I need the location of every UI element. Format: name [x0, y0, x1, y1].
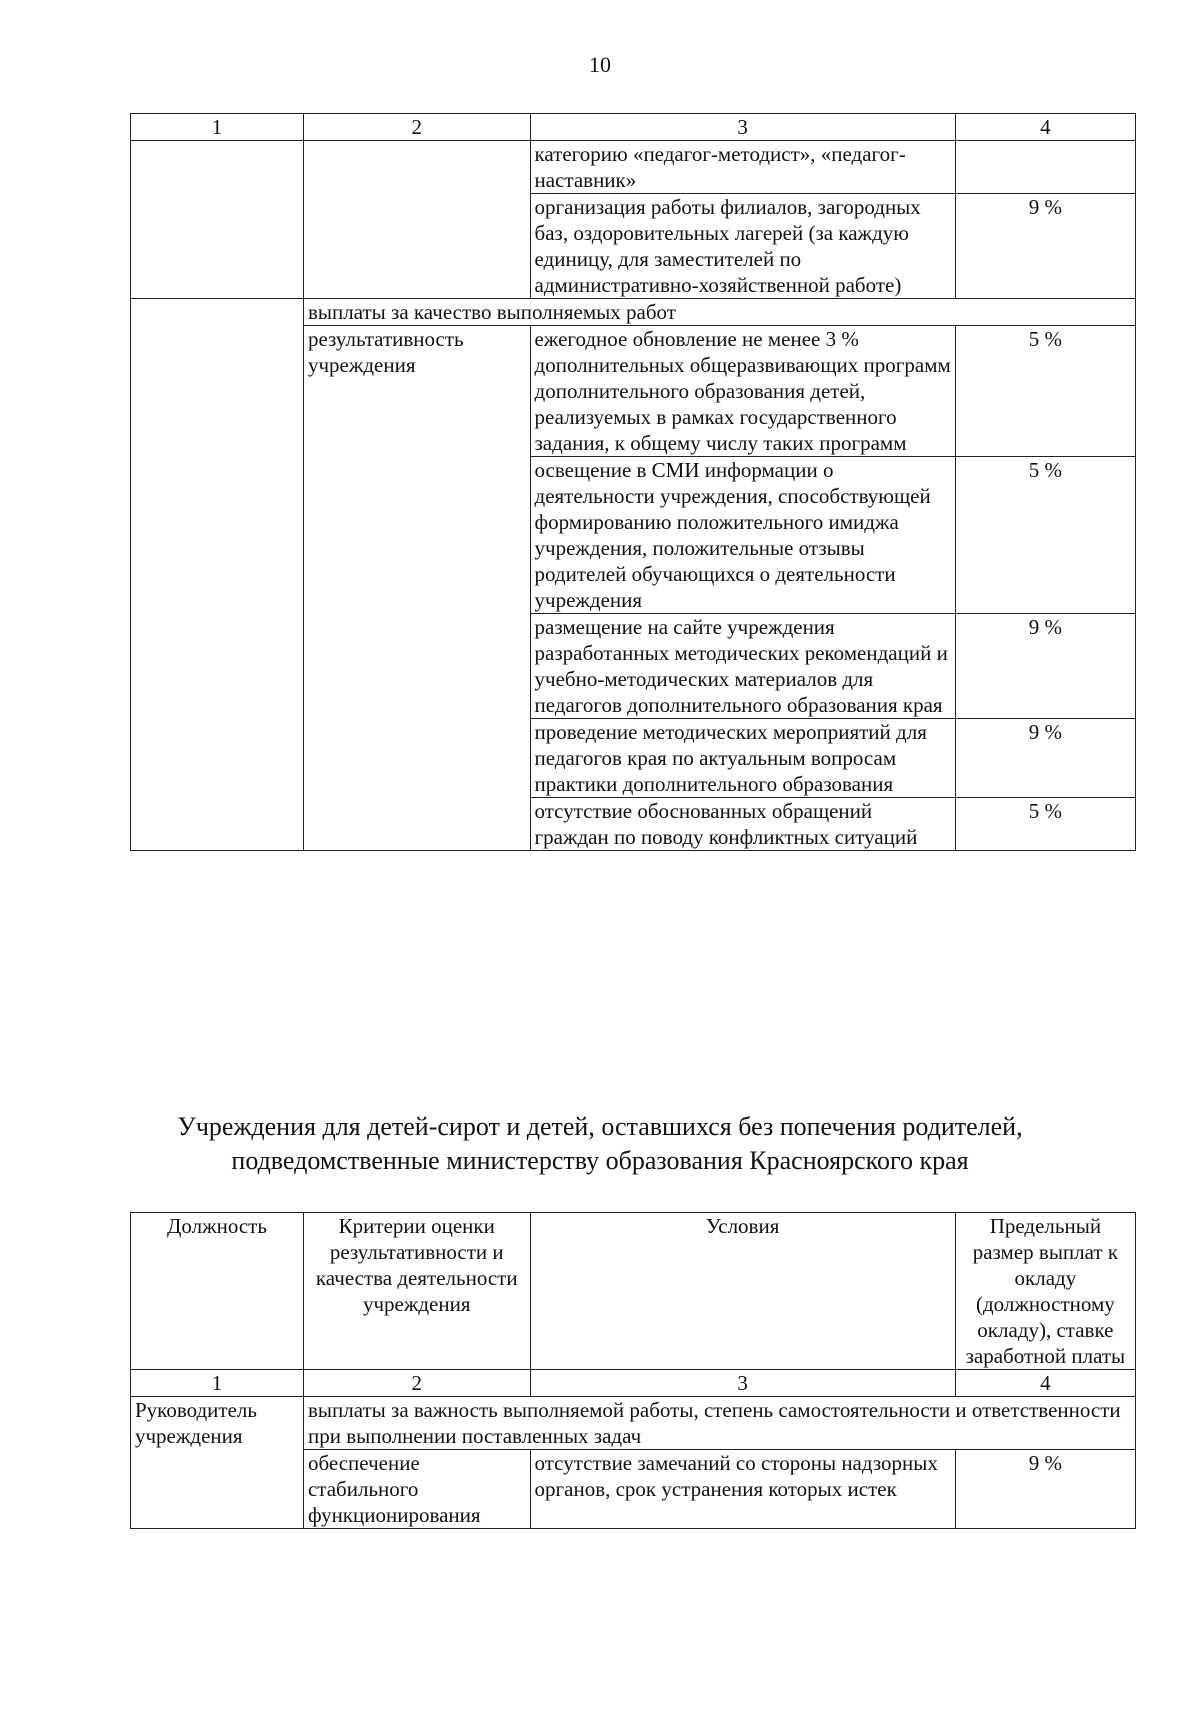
section-heading: выплаты за качество выполняемых работ — [303, 299, 1135, 326]
column-number: 4 — [955, 1370, 1135, 1397]
column-number-row — [131, 114, 1136, 141]
condition-cell: категорию «педагог-методист», «педагог-наставник» — [530, 141, 955, 194]
criterion-cell: обеспечение стабильного функционирования — [303, 1450, 530, 1529]
position-cell — [131, 299, 304, 851]
column-number: 3 — [530, 1370, 955, 1397]
page-number: 10 — [589, 52, 611, 77]
value-cell: 9 % — [955, 1450, 1135, 1529]
header-position: Должность — [131, 1213, 304, 1370]
value-cell: 5 % — [955, 457, 1135, 614]
criterion-cell — [303, 141, 530, 299]
value-cell: 9 % — [955, 194, 1135, 299]
condition-cell: ежегодное обновление не менее 3 % дополнительных общеразвивающих программ дополнительного образования детей, реализуемых в рамках государственного задания, к общему числу таких программ — [530, 326, 955, 457]
criterion-cell: результативность учреждения — [303, 326, 530, 851]
value-cell: 9 % — [955, 719, 1135, 798]
condition-cell: проведение методических мероприятий для педагогов края по актуальным вопросам практики дополнительного образования — [530, 719, 955, 798]
position-cell — [131, 141, 304, 299]
condition-cell: размещение на сайте учреждения разработанных методических рекомендаций и учебно-методических материалов для педагогов дополнительного образования края — [530, 614, 955, 719]
header-limit: Предельный размер выплат к окладу (должностному окладу), ставке заработной платы — [955, 1213, 1135, 1370]
column-number: 2 — [303, 114, 530, 141]
criteria-table-continued — [130, 113, 1136, 851]
value-cell: 5 % — [955, 326, 1135, 457]
section-title-line: Учреждения для детей-сирот и детей, оставшихся без попечения родителей, — [177, 1112, 1023, 1141]
condition-cell: освещение в СМИ информации о деятельности учреждения, способствующей формированию положительного имиджа учреждения, положительные отзывы родителей обучающихся о деятельности учреждения — [530, 457, 955, 614]
section-heading: выплаты за важность выполняемой работы, степень самостоятельности и ответственности при выполнении поставленных задач — [303, 1397, 1135, 1450]
column-number: 1 — [131, 1370, 304, 1397]
condition-cell: отсутствие обоснованных обращений граждан по поводу конфликтных ситуаций — [530, 798, 955, 851]
condition-cell: отсутствие замечаний со стороны надзорных органов, срок устранения которых истек — [530, 1450, 955, 1529]
header-row — [131, 1213, 1136, 1370]
column-number: 2 — [303, 1370, 530, 1397]
section-row — [131, 299, 1136, 326]
section-title — [0, 1110, 1200, 1178]
column-number: 3 — [530, 114, 955, 141]
column-number: 4 — [955, 114, 1135, 141]
value-cell: 5 % — [955, 798, 1135, 851]
column-number: 1 — [131, 114, 304, 141]
orphan-institutions-criteria-table — [130, 1212, 1136, 1529]
section-row — [131, 1397, 1136, 1450]
column-number-row — [131, 1370, 1136, 1397]
section-title-line: подведомственные министерству образования Красноярского края — [231, 1146, 969, 1175]
header-conditions: Условия — [530, 1213, 955, 1370]
table-row — [131, 141, 1136, 194]
value-cell: 9 % — [955, 614, 1135, 719]
header-criteria: Критерии оценки результативности и качества деятельности учреждения — [303, 1213, 530, 1370]
position-cell: Руководитель учреждения — [131, 1397, 304, 1529]
condition-cell: организация работы филиалов, загородных баз, оздоровительных лагерей (за каждую единицу, для заместителей по административно-хозяйственной работе) — [530, 194, 955, 299]
value-cell — [955, 141, 1135, 194]
